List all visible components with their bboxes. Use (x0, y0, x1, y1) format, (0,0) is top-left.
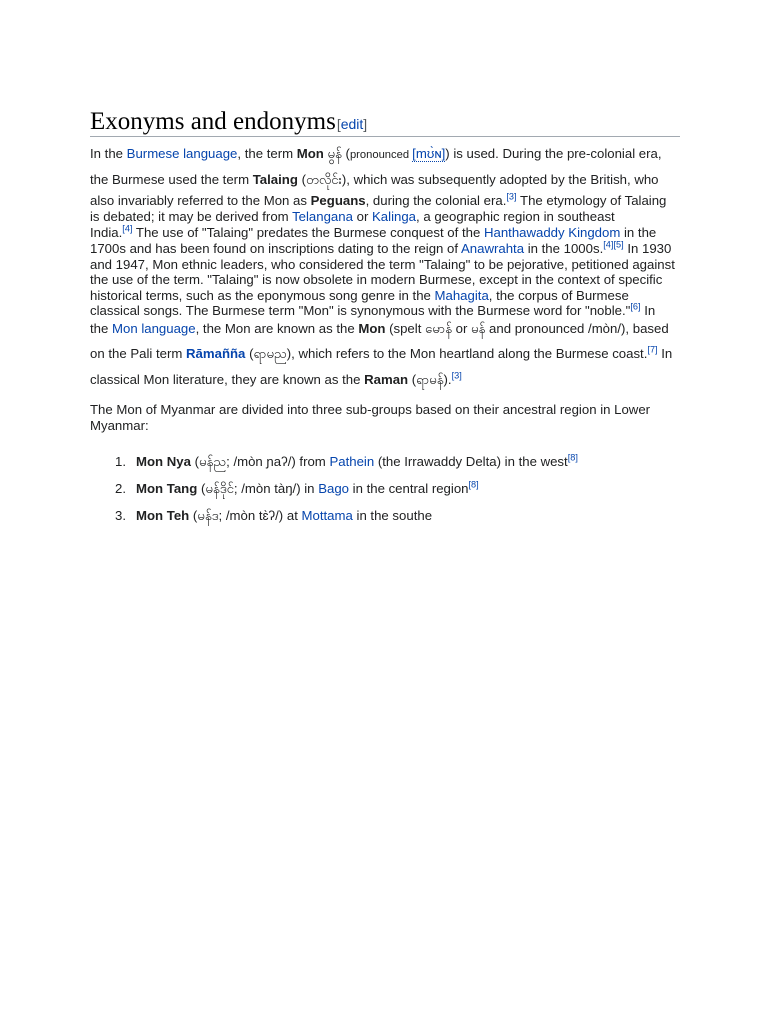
link-hanthawaddy-kingdom[interactable]: Hanthawaddy Kingdom (483, 225, 621, 240)
citation-8[interactable]: [8] (468, 479, 479, 490)
bold-term-mon-tang: Mon Tang (136, 481, 198, 496)
text-run: (ရာမည), which refers to the Mon heartland along the Burmese coast. (245, 346, 648, 361)
edit-section (337, 116, 367, 132)
link-bago[interactable]: Bago (318, 481, 349, 496)
text-run: and 1947, Mon ethnic leaders, who considered the term "Talaing" to be pejorative, petitioned against (90, 257, 675, 272)
section-heading (90, 108, 680, 137)
bold-term-mon: Mon (358, 321, 386, 336)
text-run: the use of the term. "Talaing" is now obsolete in modern Burmese, except in the context of specific (90, 272, 663, 287)
paragraph-line (90, 146, 662, 162)
paragraph-line (90, 257, 675, 273)
paragraph-line (90, 172, 659, 188)
text-run: (ရာမန်). (408, 372, 452, 387)
list-number: 2. (115, 481, 126, 496)
list-item-text (136, 481, 479, 497)
link-kalinga[interactable]: Kalinga (372, 209, 417, 224)
edit-link[interactable]: edit (340, 116, 364, 132)
text-run: historical terms, such as the eponymous song genre in the (90, 288, 435, 303)
list-number: 3. (115, 508, 126, 523)
citation-4[interactable]: [4] (122, 223, 133, 234)
paragraph-line (90, 303, 655, 319)
link-pathein[interactable]: Pathein (329, 454, 375, 469)
paragraph-line (90, 321, 669, 337)
text-run: (the Irrawaddy Delta) in the west (374, 454, 568, 469)
edit-bracket-close: ] (363, 116, 368, 132)
ipa-pronunciation-link[interactable]: [mʊ̀ɴ] (412, 146, 446, 161)
citation-7[interactable]: [7] (647, 344, 658, 355)
citation-6[interactable]: [6] (630, 301, 641, 312)
text-run: also invariably referred to the Mon as (90, 193, 311, 208)
text-run: in the southe (352, 508, 433, 523)
link-mahagita[interactable]: Mahagita (434, 288, 489, 303)
paragraph-line (90, 241, 671, 257)
paragraph-line (90, 346, 672, 362)
text-run: the (90, 321, 112, 336)
text-run: Myanmar: (90, 418, 149, 433)
bold-term-mon: Mon (296, 146, 324, 161)
link-ramanna[interactable]: Rāmañña (186, 346, 246, 361)
text-run: classical songs. The Burmese term "Mon" is synonymous with the Burmese word for "noble." (90, 303, 631, 318)
text-run: , during the colonial era. (365, 193, 507, 208)
link-mottama[interactable]: Mottama (301, 508, 353, 523)
text-run: 1700s and has been found on inscriptions dating to the reign of (90, 241, 461, 256)
text-run: The use of "Talaing" predates the Burmese conquest of the (132, 225, 484, 240)
bold-term-raman: Raman (364, 372, 409, 387)
text-run: The etymology of Talaing (516, 193, 667, 208)
citation-5[interactable]: [5] (613, 239, 624, 250)
text-run: ) is used. During the pre-colonial era, (445, 146, 662, 161)
text-run: , the corpus of Burmese (488, 288, 629, 303)
text-run: in the 1000s. (524, 241, 604, 256)
text-run: (မန်ဒ; /mòn tɛ̀ʔ/) at (189, 508, 302, 523)
text-run: In 1930 (623, 241, 672, 256)
link-telangana[interactable]: Telangana (292, 209, 353, 224)
text-run: classical Mon literature, they are known as the (90, 372, 365, 387)
bold-term-mon-teh: Mon Teh (136, 508, 190, 523)
paragraph-line (90, 272, 662, 288)
text-run: (spelt မောန် or မန် and pronounced /mòn/), based (385, 321, 669, 336)
text-run: In (640, 303, 656, 318)
paragraph-line (90, 372, 462, 388)
text-run: is debated; it may be derived from (90, 209, 293, 224)
paragraph-line (90, 288, 629, 304)
link-mon-language[interactable]: Mon language (112, 321, 196, 336)
edit-bracket-open: [ (336, 116, 341, 132)
bold-term-peguans: Peguans (310, 193, 366, 208)
paragraph-line (90, 402, 650, 418)
text-run: on the Pali term (90, 346, 187, 361)
text-run: , the term (237, 146, 297, 161)
text-run: (တလိုင်း), which was subsequently adopted by the British, who (297, 172, 659, 187)
text-run: In (657, 346, 673, 361)
citation-3[interactable]: [3] (451, 370, 462, 381)
paragraph-line (90, 418, 149, 434)
list-number: 1. (115, 454, 126, 469)
link-burmese-language[interactable]: Burmese language (126, 146, 238, 161)
text-run: The Mon of Myanmar are divided into three sub-groups based on their ancestral region in Lower (90, 402, 651, 417)
text-run: in the central region (349, 481, 469, 496)
text-run: or (352, 209, 373, 224)
paragraph-line (90, 193, 666, 209)
list-item-text (136, 454, 578, 470)
text-run: မွန် ( (323, 146, 350, 161)
text-run: , a geographic region in southeast (416, 209, 615, 224)
citation-4[interactable]: [4] (603, 239, 614, 250)
paragraph-line (90, 225, 656, 241)
section-title: Exonyms and endonyms (90, 108, 336, 135)
link-anawrahta[interactable]: Anawrahta (461, 241, 525, 256)
pronunciation-label: pronounced (349, 149, 413, 161)
text-run: the Burmese used the term (90, 172, 253, 187)
text-run: In the (90, 146, 127, 161)
text-run: , the Mon are known as the (195, 321, 359, 336)
bold-term-mon-nya: Mon Nya (136, 454, 191, 469)
text-run: (မန်ည; /mòn ɲaʔ/) from (190, 454, 330, 469)
text-run: India. (90, 225, 123, 240)
text-run: in the (620, 225, 657, 240)
bold-term-talaing: Talaing (252, 172, 298, 187)
list-item-text (136, 508, 432, 524)
paragraph-line (90, 209, 615, 225)
citation-8[interactable]: [8] (567, 452, 578, 463)
text-run: (မန်ဒိုင်; /mòn tàŋ/) in (197, 481, 319, 496)
citation-3[interactable]: [3] (506, 191, 517, 202)
